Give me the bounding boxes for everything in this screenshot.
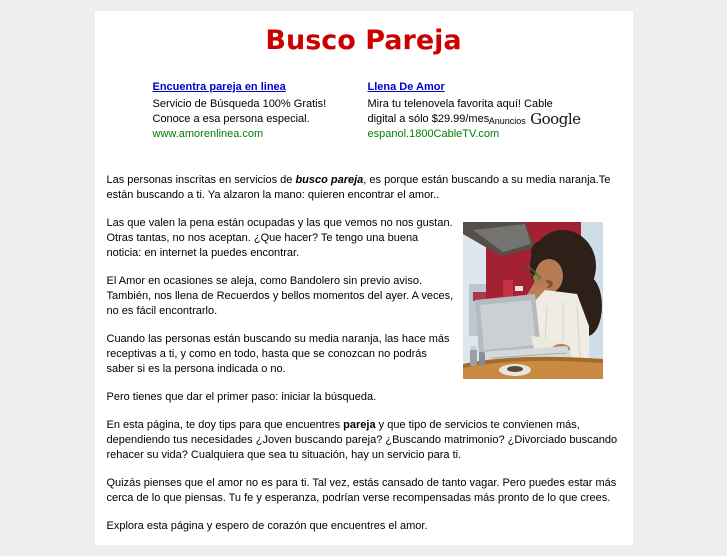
paragraph-4: Cuando las personas están buscando su media naranja, las hace más receptivas a ti, y como en todo, hasta que se conozcan no podrás saber si es la persona indicada o no. xyxy=(106,333,450,375)
ad-2-url-link[interactable]: espanol.1800CableTV.com xyxy=(367,128,500,140)
ad-unit-2 xyxy=(368,77,574,141)
paragraph-6-text: En esta página, te doy tips para que encuentres xyxy=(106,419,344,431)
ad-2-text: Mira tu telenovela favorita aquí! Cable digital a sólo $29.99/mes xyxy=(367,98,553,125)
paragraph-intro xyxy=(107,173,623,203)
ad-unit-1 xyxy=(153,77,359,141)
anuncios-text: Anuncios xyxy=(488,116,526,126)
woman-laptop-photo xyxy=(463,222,603,379)
paragraph-6-tail: y que tipo de servicios te convienen más, dependiendo tus necesidades ¿Joven buscando pareja? ¿Buscando matrimonio? ¿Divorciado buscando rehacer su vida? Cualquiera que sea tu situación, hay un servicio para ti. xyxy=(106,419,618,461)
paragraph-intro-tail: , es porque están buscando a su media naranja.Te están buscando a ti. Ya alzaron la mano: quieren encontrar el amor.. xyxy=(106,174,611,201)
ad-2-title-link[interactable]: Llena De Amor xyxy=(367,81,445,93)
content-page xyxy=(95,11,633,545)
paragraph-2: Las que valen la pena están ocupadas y las que vemos no nos gustan. Otras tantas, no nos aceptan. ¿Que hacer? Te tengo una buena noticia: en internet la puedes encontrar. xyxy=(106,217,453,259)
paragraph-8: Explora esta página y espero de corazón que encuentres el amor. xyxy=(106,520,428,532)
paragraph-3: El Amor en ocasiones se aleja, como Bandolero sin previo aviso. También, nos llena de Recuerdos y bellos momentos del ayer. A veces, no es fácil encontrarlo. xyxy=(106,275,454,317)
paragraph-5: Pero tienes que dar el primer paso: iniciar la búsqueda. xyxy=(106,391,377,403)
ad-1-title-link[interactable]: Encuentra pareja en linea xyxy=(152,81,286,93)
google-ads-block xyxy=(152,77,583,140)
article-body xyxy=(107,173,623,534)
busco-pareja-emphasis: busco pareja xyxy=(295,174,364,186)
google-logo: Google xyxy=(530,110,581,128)
paragraph-intro-text: Las personas inscritas en servicios de xyxy=(106,174,296,186)
page-title: Busco Pareja xyxy=(265,25,462,56)
paragraph-7: Quizás pienses que el amor no es para ti. Tal vez, estás cansado de tanto vagar. Pero puedes estar más cerca de lo que piensas. Tu fe y esperanza, podrían verse recompensadas más pronto de lo que crees. xyxy=(106,477,617,504)
pareja-emphasis: pareja xyxy=(343,419,376,431)
ad-1-url-link[interactable]: www.amorenlinea.com xyxy=(152,128,264,140)
ad-1-text: Servicio de Búsqueda 100% Gratis! Conoce a esa persona especial. xyxy=(152,98,327,125)
anuncios-google-label[interactable] xyxy=(489,110,581,129)
woman-laptop-photo-svg xyxy=(463,222,603,379)
paragraph-6 xyxy=(107,418,623,463)
